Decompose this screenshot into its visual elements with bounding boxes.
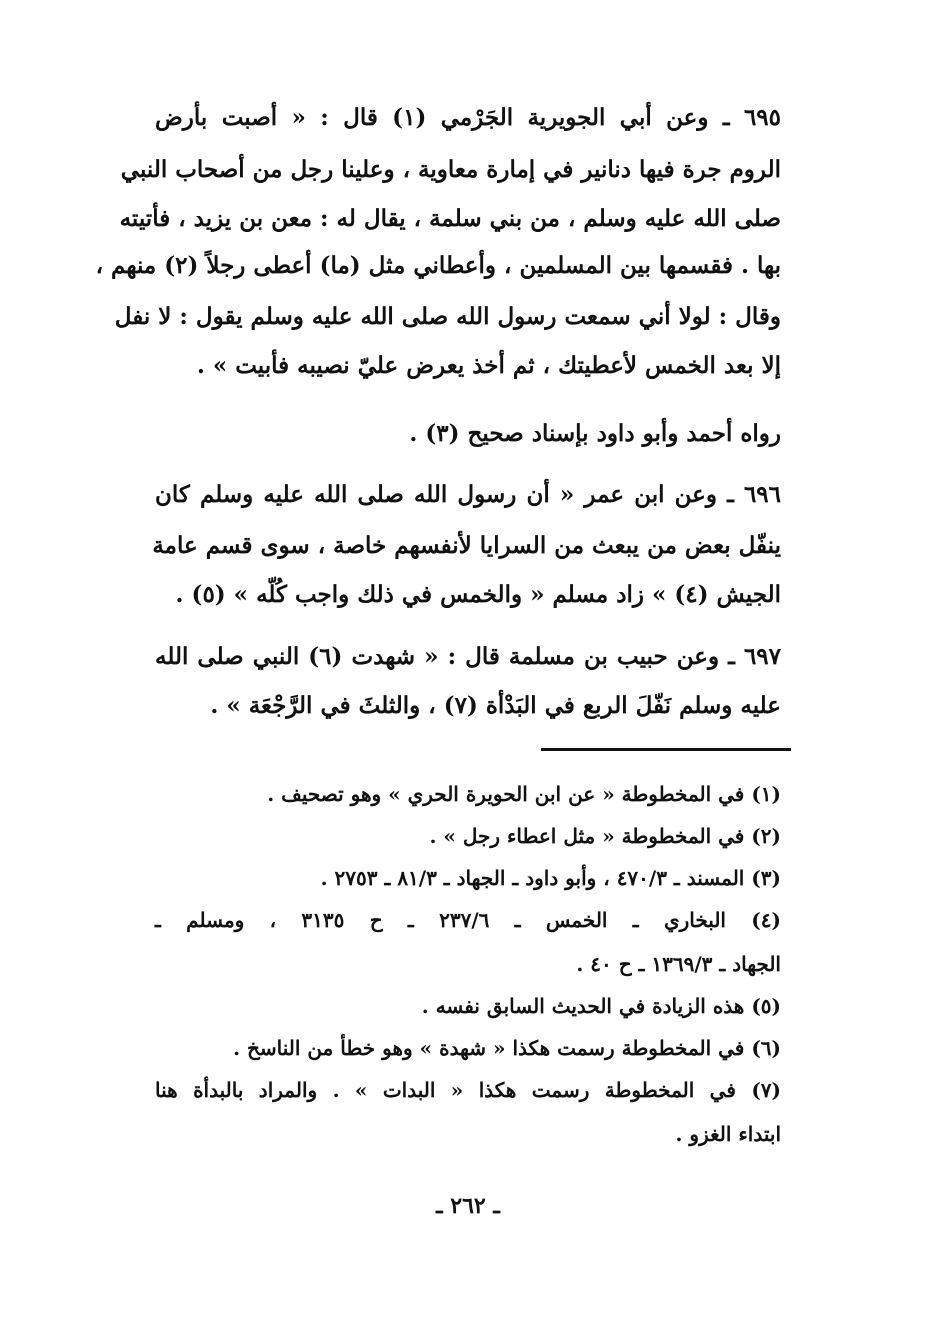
footnote-6: (٦) في المخطوطة رسمت هكذا « شهدة » وهو خطأ من الناسخ .	[233, 1036, 781, 1060]
footnote-3: (٣) المسند ـ ٤٧٠/٣ ، وأبو داود ـ الجهاد ـ ٨١/٣ ـ ٢٧٥٣ .	[320, 866, 781, 890]
text-line-696-3: الجيش (٤) » زاد مسلم « والخمس في ذلك واجب كُلّه » (٥) .	[175, 581, 781, 608]
text-line-696-2: ينفّل بعض من يبعث من السرايا لأنفسهم خاصة ، سوى قسم عامة	[152, 532, 781, 559]
text-line-695-4: بها . فقسمها بين المسلمين ، وأعطاني مثل (ما) أعطى رجلاً (٢) منهم ،	[95, 252, 781, 279]
footnote-4-line-2: الجهاد ـ ١٣٦٩/٣ ـ ح ٤٠ .	[576, 952, 781, 976]
text-line-695-5: وقال : لولا أني سمعت رسول الله صلى الله عليه وسلم يقول : لا نفل	[114, 303, 781, 330]
footnote-4-line-1: (٤) البخاري ـ الخمس ـ ٢٣٧/٦ ـ ح ٣١٣٥ ، ومسلم ـ	[155, 908, 781, 932]
footnote-7-line-1: (٧) في المخطوطة رسمت هكذا « البدات » . والمراد بالبدأة هنا	[155, 1078, 781, 1102]
text-line-695-1: ٦٩٥ ـ وعن أبي الجويرية الجَرْمي (١) قال : « أصبت بأرض	[155, 104, 782, 131]
text-line-696-1: ٦٩٦ ـ وعن ابن عمر « أن رسول الله صلى الله عليه وسلم كان	[155, 481, 781, 508]
footnote-1: (١) في المخطوطة « عن ابن الحويرة الحري » وهو تصحيف .	[267, 782, 781, 806]
page-number: ـ ٢٦٢ ـ	[436, 1193, 500, 1219]
text-line-697-1: ٦٩٧ ـ وعن حبيب بن مسلمة قال : « شهدت (٦) النبي صلى الله	[155, 643, 781, 670]
footnote-separator	[541, 748, 791, 751]
text-line-695-2: الروم جرة فيها دنانير في إمارة معاوية ، وعلينا رجل من أصحاب النبي	[120, 156, 781, 183]
hadith-695-source: رواه أحمد وأبو داود بإسناد صحيح (٣) .	[409, 420, 781, 447]
text-line-695-6: إلا بعد الخمس لأعطيتك ، ثم أخذ يعرض عليّ نصيبه فأبيت » .	[196, 352, 781, 379]
footnote-7-line-2: ابتداء الغزو .	[675, 1122, 781, 1146]
footnote-5: (٥) هذه الزيادة في الحديث السابق نفسه .	[421, 994, 781, 1018]
text-line-695-3: صلى الله عليه وسلم ، من بني سلمة ، يقال له : معن بن يزيد ، فأتيته	[119, 205, 781, 232]
footnote-2: (٢) في المخطوطة « مثل اعطاء رجل » .	[429, 824, 781, 848]
text-line-697-2: عليه وسلم نَفّلَ الربع في البَدْأة (٧) ، والثلثَ في الرَّجْعَة » .	[210, 692, 781, 719]
